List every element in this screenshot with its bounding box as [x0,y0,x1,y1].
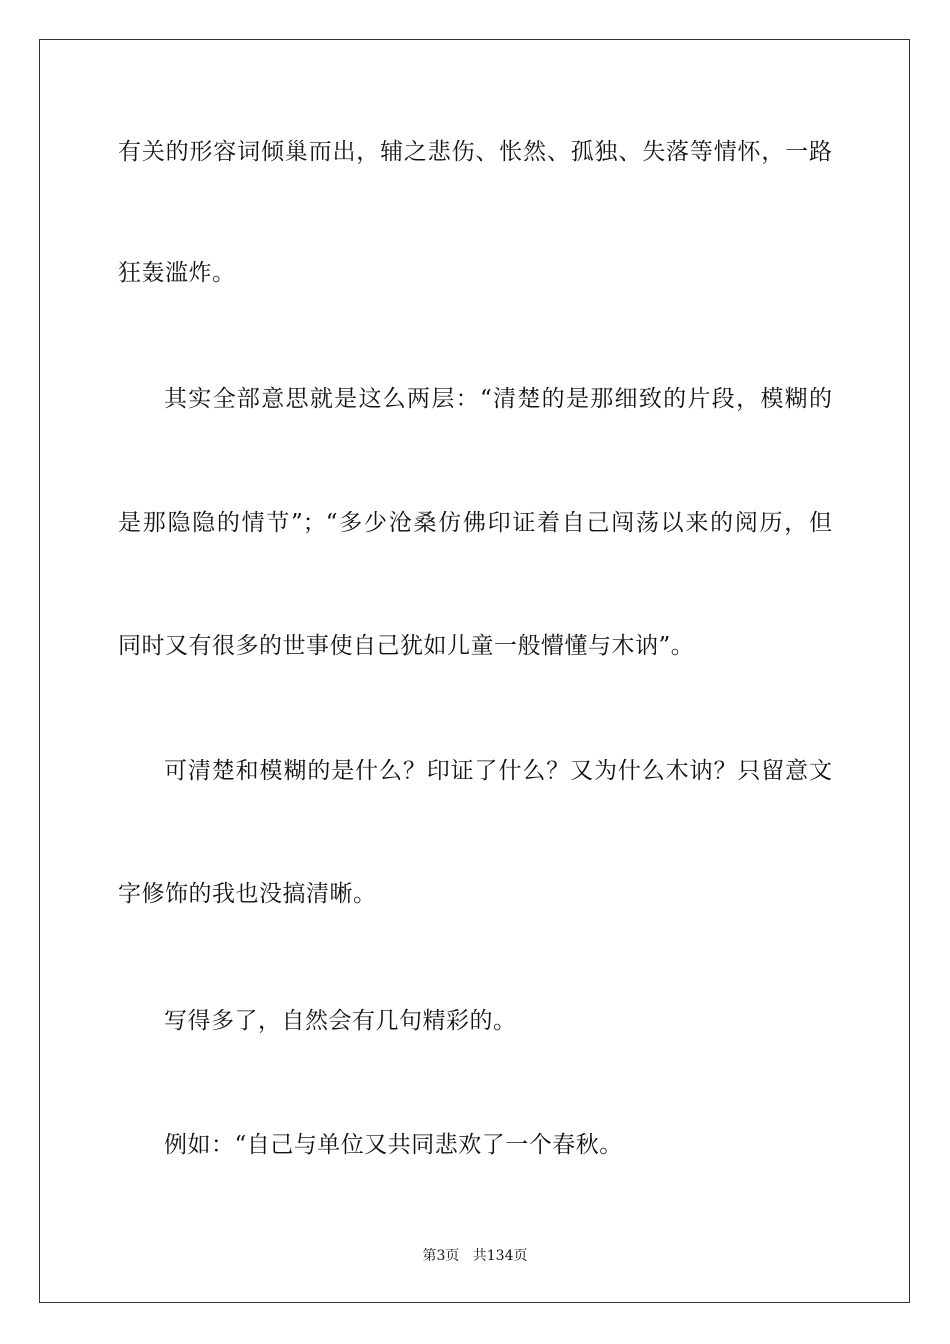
page-number: 第3页 [422,1248,460,1264]
page-footer [0,1246,950,1266]
paragraph-line-3: 其实全部意思就是这么两层：“清楚的是那细致的片段，模糊的 [164,386,832,412]
paragraph-line-9: 例如：“自己与单位又共同悲欢了一个春秋。 [164,1132,623,1158]
paragraph-line-6: 可清楚和模糊的是什么？印证了什么？又为什么木讷？只留意文 [164,758,832,784]
paragraph-line-7: 字修饰的我也没搞清晰。 [118,881,377,907]
paragraph-line-4: 是那隐隐的情节”；“多少沧桑仿佛印证着自己闯荡以来的阅历，但 [118,510,832,536]
paragraph-line-5: 同时又有很多的世事使自己犹如儿童一般懵懂与木讷”。 [118,633,695,659]
page-total: 共134页 [472,1248,528,1264]
paragraph-line-8: 写得多了，自然会有几句精彩的。 [164,1008,517,1034]
paragraph-line-2: 狂轰滥炸。 [118,260,236,286]
page-border [39,39,910,1303]
paragraph-line-1: 有关的形容词倾巢而出，辅之悲伤、怅然、孤独、失落等情怀，一路 [118,139,832,165]
